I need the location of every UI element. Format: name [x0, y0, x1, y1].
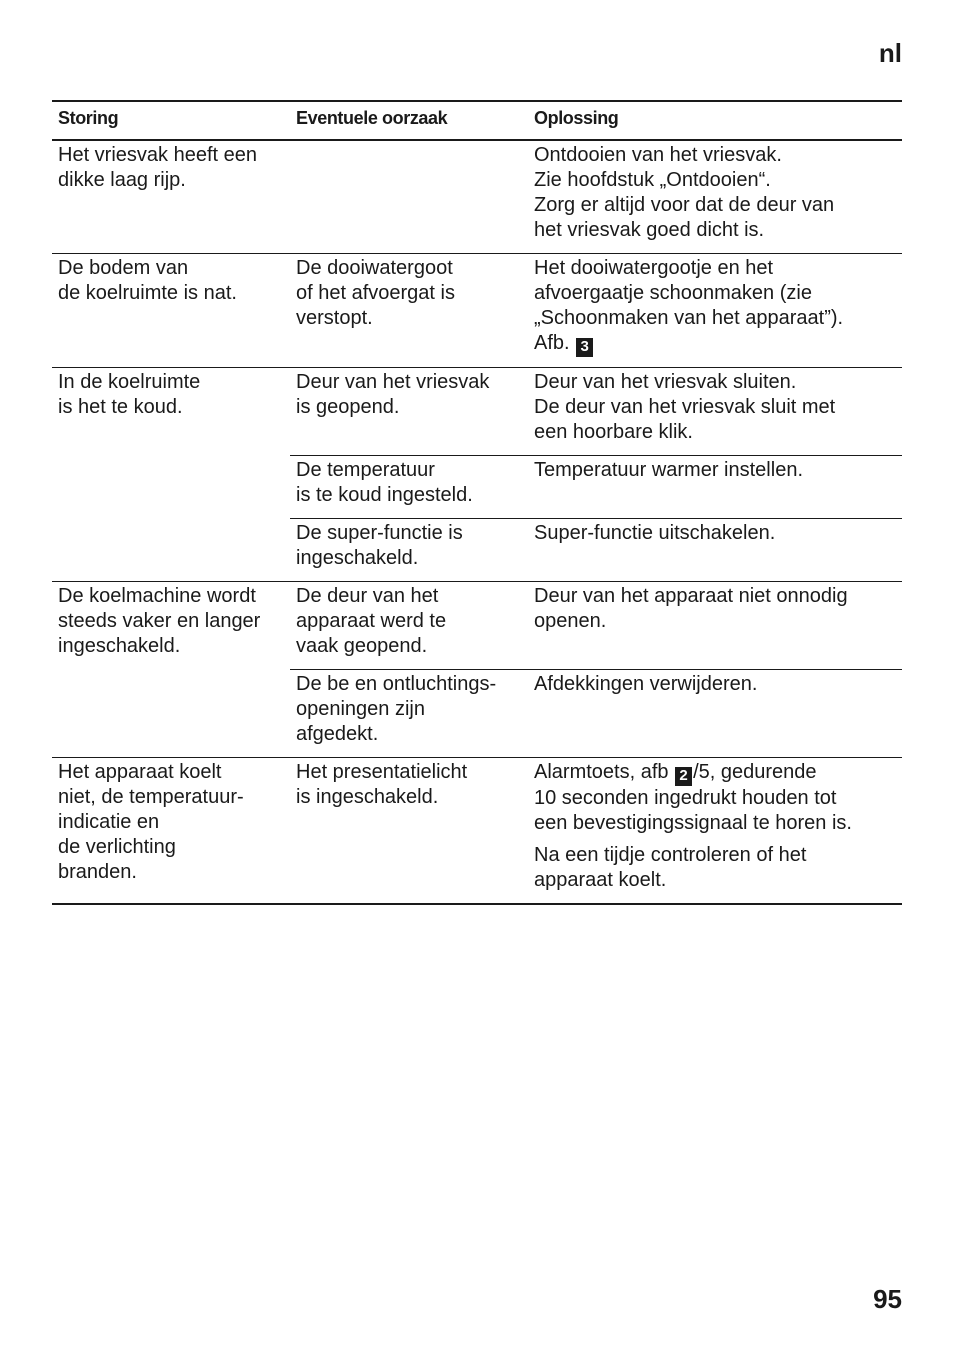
alarm-suffix: /5, gedurende [693, 761, 817, 783]
column-header-oorzaak: Eventuele oorzaak [290, 101, 528, 140]
storing-cell [52, 140, 290, 254]
cell-line: indicatie en [58, 811, 160, 833]
oorzaak-cell [290, 140, 528, 254]
cell-line: het vriesvak goed dicht is. [534, 219, 765, 241]
cell-line: Het vriesvak heeft een [58, 144, 257, 166]
oorzaak-cell [290, 670, 528, 758]
cell-line: Ontdooien van het vriesvak. [534, 144, 782, 166]
storing-cell [52, 254, 290, 368]
oplossing-cell [528, 519, 902, 582]
storing-cell [52, 368, 290, 582]
table-row [52, 140, 902, 254]
cell-line: is het te koud. [58, 396, 183, 418]
cell-line: openen. [534, 610, 607, 632]
cell-line: De deur van het [296, 585, 439, 607]
cell-line: De koelmachine wordt [58, 585, 256, 607]
oplossing-cell [528, 368, 902, 456]
table-row [52, 582, 902, 670]
page-number: 95 [873, 1284, 902, 1314]
cell-line: Deur van het vriesvak sluiten. [534, 371, 797, 393]
storing-cell [52, 582, 290, 758]
cell-line: apparaat koelt. [534, 869, 667, 891]
cell-line: niet, de temperatuur- [58, 786, 244, 808]
cell-line: Na een tijdje controleren of het [534, 844, 807, 866]
oorzaak-cell [290, 456, 528, 519]
oorzaak-cell [290, 254, 528, 368]
cell-line: afvoergaatje schoonmaken (zie [534, 282, 812, 304]
oorzaak-cell [290, 519, 528, 582]
cell-line: Deur van het apparaat niet onnodig [534, 585, 848, 607]
cell-line: openingen zijn [296, 698, 425, 720]
cell-line: de verlichting [58, 836, 176, 858]
cell-line: is te koud ingesteld. [296, 484, 473, 506]
cell-line: branden. [58, 861, 137, 883]
storing-cell [52, 758, 290, 905]
cell-line: een hoorbare klik. [534, 421, 693, 443]
troubleshooting-table [52, 100, 902, 905]
oplossing-cell [528, 670, 902, 758]
cell-line: Het apparaat koelt [58, 761, 222, 783]
cell-line: De be en ontluchtings- [296, 673, 497, 695]
cell-line: Super-functie uitschakelen. [534, 522, 776, 544]
column-header-storing: Storing [52, 101, 290, 140]
cell-line: de koelruimte is nat. [58, 282, 237, 304]
alarm-line [534, 760, 896, 786]
cell-line: In de koelruimte [58, 371, 201, 393]
cell-line: Temperatuur warmer instellen. [534, 459, 803, 481]
oplossing-cell [528, 254, 902, 368]
followup-instruction [534, 843, 896, 893]
alarm-prefix: Alarmtoets, afb [534, 761, 675, 783]
figure-ref-prefix: Afb. [534, 332, 576, 354]
cell-line: De deur van het vriesvak sluit met [534, 396, 836, 418]
cell-line: afgedekt. [296, 723, 379, 745]
oplossing-cell [528, 456, 902, 519]
table-row [52, 758, 902, 905]
figure-number-badge: 3 [576, 338, 593, 357]
cell-line: De temperatuur [296, 459, 435, 481]
column-header-oplossing: Oplossing [528, 101, 902, 140]
figure-number-badge: 2 [675, 767, 692, 786]
cell-line: een bevestigingssignaal te horen is. [534, 812, 852, 834]
cell-line: „Schoonmaken van het apparaat”). [534, 307, 844, 329]
cell-line: Het presentatielicht [296, 761, 468, 783]
figure-reference [534, 331, 896, 357]
cell-line: De bodem van [58, 257, 189, 279]
cell-line: Afdekkingen verwijderen. [534, 673, 758, 695]
cell-line: 10 seconden ingedrukt houden tot [534, 787, 837, 809]
cell-line: ingeschakeld. [58, 635, 181, 657]
table-row [52, 254, 902, 368]
oplossing-cell [528, 758, 902, 905]
table-row [52, 368, 902, 456]
cell-line: steeds vaker en langer [58, 610, 261, 632]
oplossing-cell [528, 582, 902, 670]
oplossing-cell [528, 140, 902, 254]
cell-line: dikke laag rijp. [58, 169, 186, 191]
cell-line: Zorg er altijd voor dat de deur van [534, 194, 835, 216]
oorzaak-cell [290, 582, 528, 670]
cell-line: apparaat werd te [296, 610, 447, 632]
cell-line: of het afvoergat is [296, 282, 455, 304]
table-header-row [52, 101, 902, 140]
cell-line: Het dooiwatergootje en het [534, 257, 774, 279]
oorzaak-cell [290, 368, 528, 456]
cell-line: Deur van het vriesvak [296, 371, 490, 393]
cell-line: is ingeschakeld. [296, 786, 439, 808]
cell-line: verstopt. [296, 307, 373, 329]
alarm-instruction [534, 760, 896, 836]
oorzaak-cell [290, 758, 528, 905]
cell-line: Zie hoofdstuk „Ontdooien“. [534, 169, 771, 191]
cell-line: De dooiwatergoot [296, 257, 453, 279]
cell-line: is geopend. [296, 396, 400, 418]
cell-line: vaak geopend. [296, 635, 428, 657]
language-code: nl [878, 38, 902, 68]
cell-line: De super-functie is [296, 522, 463, 544]
cell-line: ingeschakeld. [296, 547, 419, 569]
